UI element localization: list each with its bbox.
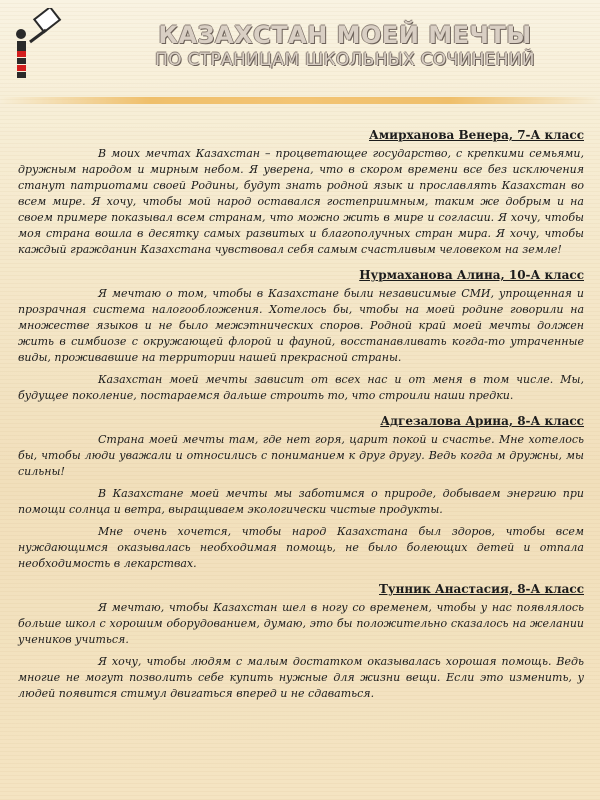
essay-paragraph: Казахстан моей мечты зависит от всех нас и от меня в том числе. Мы, будущее поколение, постараемся дальше строить то, что строили наши предки. bbox=[18, 373, 584, 402]
essay-author: Тунник Анастасия, 8-А класс bbox=[379, 582, 584, 596]
header bbox=[100, 22, 590, 70]
essay-author: Адгезалова Арина, 8-А класс bbox=[380, 414, 584, 428]
essay-paragraph: Мне очень хочется, чтобы народ Казахстана был здоров, чтобы всем нуждающимся оказывалась необходимая помощь, не было болеющих детей и отпала необходимость в лекарствах. bbox=[18, 525, 584, 570]
essay-paragraph: В Казахстане моей мечты мы заботимся о природе, добываем энергию при помощи солнца и ветра, выращиваем экологически чистые продукты. bbox=[18, 487, 584, 516]
essay-paragraph: Я мечтаю о том, чтобы в Казахстане были независимые СМИ, упрощенная и прозрачная система налогообложения. Хотелось бы, чтобы на моей родине говорили на множестве языков и не было межэтнических споров. Родной край моей мечты должен жить в симбиозе с окружающей флорой и фауной, восстанавливать когда-то утраченные виды, проживавшие на территории нашей прекрасной страны. bbox=[18, 287, 584, 364]
accent-divider bbox=[0, 97, 600, 104]
essay-author: Нурмаханова Алина, 10-А класс bbox=[359, 268, 584, 282]
page-title: КАЗАХСТАН МОЕЙ МЕЧТЫ bbox=[158, 21, 532, 49]
essay-paragraph: Страна моей мечты там, где нет горя, царит покой и счастье. Мне хотелось бы, чтобы люди уважали и относились с пониманием к друг другу. Ведь когда м дружны, мы сильны! bbox=[18, 433, 584, 478]
essays-content bbox=[18, 128, 584, 712]
essay-paragraph: Я хочу, чтобы людям с малым достатком оказывалась хорошая помощь. Ведь многие не могут позволить себе купить нужные для жизни вещи. Если это изменить, у людей появится стимул двигаться вперед и не сдаваться. bbox=[18, 655, 584, 700]
essay-paragraph: В моих мечтах Казахстан – процветающее государство, с крепкими семьями, дружным народом и мирным небом. Я уверена, что в скором времени все без исключения станут патриотами своей Родины, будут знать родной язык и прославлять Казахстан во всем мире. Я хочу, чтобы мой народ оставался гостеприимным, таким же добрым и на своем примере показывал всем странам, что можно жить в мире и согласии. Я хочу, чтобы моя страна вошла в десятку самых развитых и благополучных стран мира. Я хочу, чтобы каждый гражданин Казахстана чувствовал себя самым счастливым человеком на земле! bbox=[18, 147, 584, 256]
essay-section bbox=[18, 414, 584, 572]
flag-bearer-icon bbox=[8, 8, 68, 80]
page-subtitle: ПО СТРАНИЦАМ ШКОЛЬНЫХ СОЧИНЕНИЙ bbox=[155, 50, 535, 70]
essay-section bbox=[18, 268, 584, 404]
essay-section bbox=[18, 582, 584, 702]
essay-paragraph: Я мечтаю, чтобы Казахстан шел в ногу со временем, чтобы у нас появлялось больше школ с хорошим оборудованием, думаю, это бы положительно сказалось на желании учеников учиться. bbox=[18, 601, 584, 646]
essay-author: Амирханова Венера, 7-А класс bbox=[368, 128, 584, 142]
essay-section bbox=[18, 128, 584, 258]
